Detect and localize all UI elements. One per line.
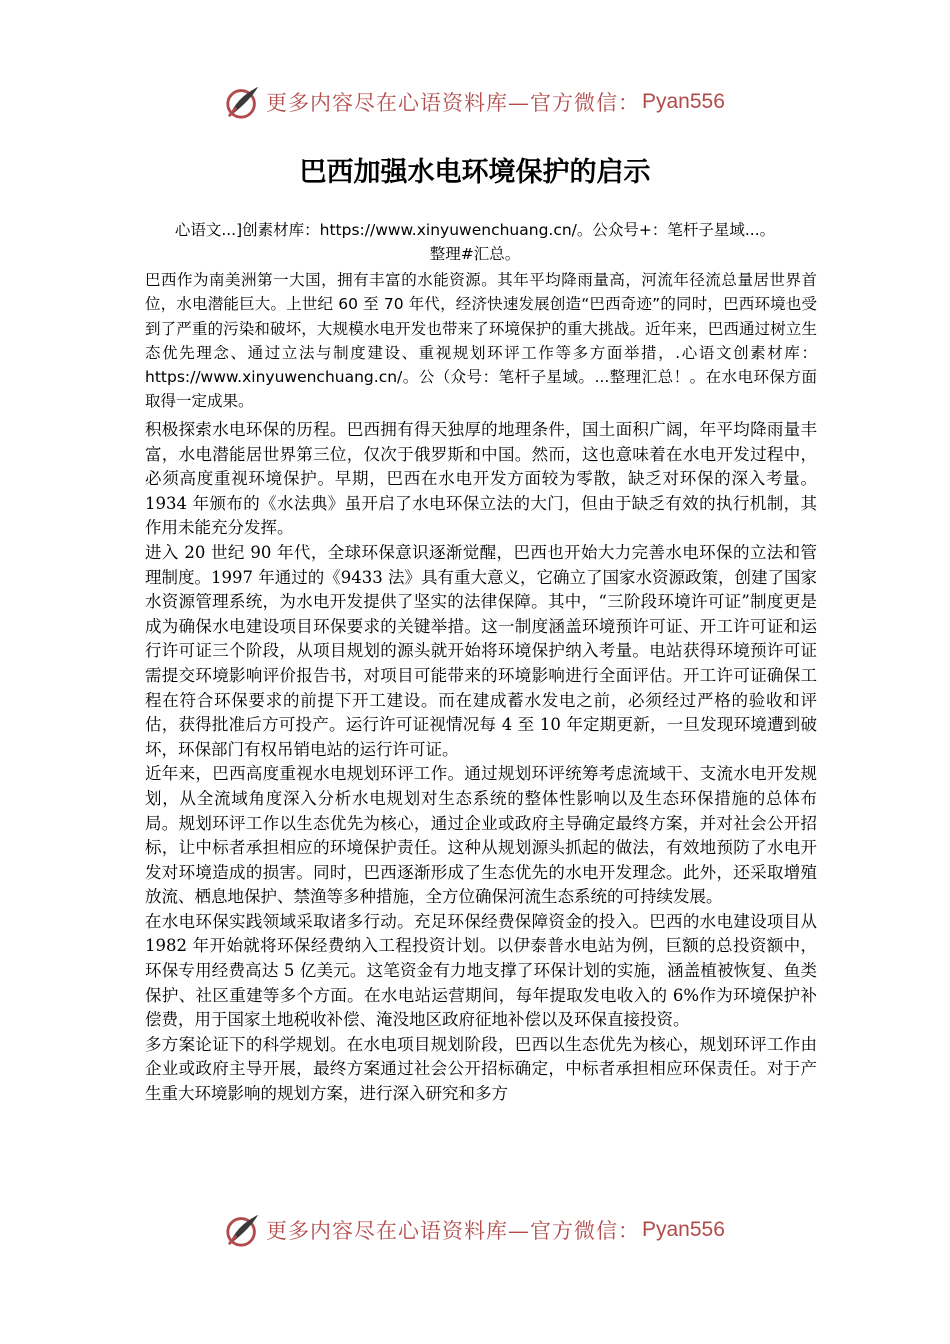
article-body xyxy=(145,418,817,1107)
body-paragraph: 在水电环保实践领域采取诸多行动。充足环保经费保障资金的投入。巴西的水电建设项目从 1982 年开始就将环保经费纳入工程投资计划。以伊泰普水电站为例，巨额的总投资额中，环保专用经费高达 5 亿美元。这笔资金有力地支撑了环保计划的实施，涵盖植被恢复、鱼类保护、社区重建等多个方面。在水电站运营期间，每年提取发电收入的 6%作为环境保护补偿费，用于国家土地税收补偿、淹没地区政府征地补偿以及环保直接投资。 xyxy=(145,911,817,1030)
source-line: 心语文...]创素材库：https://www.xinyuwenchuang.cn/。公众号+：笔杆子星域...。 xyxy=(174,221,776,239)
banner-text: 更多内容尽在心语资料库—官方微信： xyxy=(266,91,640,115)
body-paragraph: 多方案论证下的科学规划。在水电项目规划阶段，巴西以生态优先为核心，规划环评工作由企业或政府主导开展，最终方案通过社会公开招标确定，中标者承担相应环保责任。对于产生重大环境影响的规划方案，进行深入研究和多方 xyxy=(145,1034,817,1104)
body-paragraph: 近年来，巴西高度重视水电规划环评工作。通过规划环评统筹考虑流域干、支流水电开发规划，从全流域角度深入分析水电规划对生态系统的整体性影响以及生态环保措施的总体布局。规划环评工作以生态优先为核心，通过企业或政府主导确定最终方案，并对社会公开招标，让中标者承担相应的环境保护责任。这种从规划源头抓起的做法，有效地预防了水电开发对环境造成的损害。同时，巴西逐渐形成了生态优先的水电开发理念。此外，还采取增殖放流、栖息地保护、禁渔等多种措施，全方位确保河流生态系统的可持续发展。 xyxy=(145,764,817,907)
banner-wechat-id: Pyan556 xyxy=(642,90,725,113)
banner-wechat-id: Pyan556 xyxy=(642,1218,725,1241)
body-paragraph: 进入 20 世纪 90 年代，全球环保意识逐渐觉醒，巴西也开始大力完善水电环保的立法和管理制度。1997 年通过的《9433 法》具有重大意义，它确立了国家水资源政策，创建了国家水资源管理系统，为水电开发提供了坚实的法律保障。其中，“三阶段环境许可证”制度更是成为确保水电建设项目环保要求的关键举措。这一制度涵盖环境预许可证、开工许可证和运行许可证三个阶段，从项目规划的源头就开始将环境保护纳入考量。电站获得环境预许可证需提交环境影响评价报告书，对项目可能带来的环境影响进行全面评估。开工许可证确保工程在符合环保要求的前提下开工建设。而在建成蓄水发电之前，必须经过严格的验收和评估，获得批准后方可投产。运行许可证视情况每 4 至 10 年定期更新，一旦发现环境遭到破坏，环保部门有权吊销电站的运行许可证。 xyxy=(145,542,817,759)
quill-logo-icon xyxy=(224,83,262,121)
intro-paragraph: 巴西作为南美洲第一大国，拥有丰富的水能资源。其年平均降雨量高，河流年径流总量居世界首位，水电潜能巨大。上世纪 60 至 70 年代，经济快速发展创造“巴西奇迹”的同时，巴西环境也受到了严重的污染和破坏，大规模水电开发也带来了环境保护的重大挑战。近年来，巴西通过树立生态优先理念、通过立法与制度建设、重视规划环评工作等多方面举措，.心语文创素材库：https://www.xinyuwenchuang.cn/。公（众号：笔杆子星域。...整理汇总！。在水电环保方面取得一定成果。 xyxy=(145,271,817,411)
banner-text: 更多内容尽在心语资料库—官方微信： xyxy=(266,1219,640,1243)
page-title: 巴西加强水电环境保护的启示 xyxy=(299,157,651,188)
header-banner xyxy=(224,82,725,122)
body-paragraph: 积极探索水电环保的历程。巴西拥有得天独厚的地理条件，国土面积广阔，年平均降雨量丰富，水电潜能居世界第三位，仅次于俄罗斯和中国。然而，这也意味着在水电开发过程中，必须高度重视环境保护。早期，巴西在水电开发方面较为零散，缺乏对环保的深入考量。1934 年颁布的《水法典》虽开启了水电环保立法的大门，但由于缺乏有效的执行机制，其作用未能充分发挥。 xyxy=(145,420,817,538)
footer-banner xyxy=(224,1210,725,1250)
source-line-2: 整理#汇总。 xyxy=(429,245,521,263)
quill-logo-icon xyxy=(224,1211,262,1249)
